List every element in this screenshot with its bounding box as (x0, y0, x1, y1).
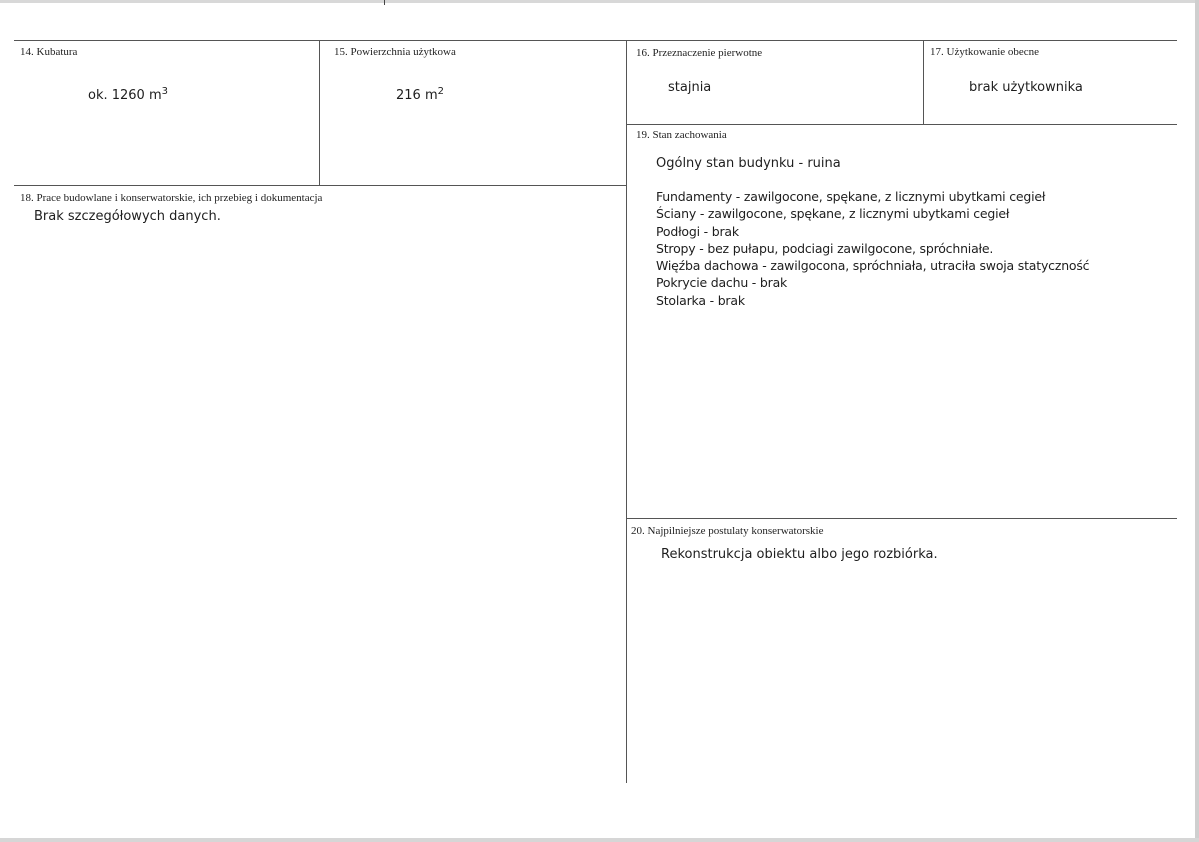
field-17-label: 17. Użytkowanie obecne (930, 46, 1040, 58)
field-16-value: stajnia (668, 80, 712, 95)
field-15-value: 216 $m^2$ (396, 86, 444, 103)
page-tick-mark (384, 0, 385, 5)
top-border-line (14, 40, 1177, 41)
field-18-value: Brak szczegółowych danych. (34, 209, 221, 224)
page-edge-bottom (0, 838, 1199, 842)
field-15-label: 15. Powierzchnia użytkowa (334, 46, 456, 58)
divider-14-15 (319, 40, 320, 185)
field-18-label: 18. Prace budowlane i konserwatorskie, ich przebieg i dokumentacja (20, 192, 323, 204)
field-20-label: 20. Najpilniejsze postulaty konserwatorskie (631, 525, 824, 537)
divider-16-17 (923, 40, 924, 124)
divider-under-14-15 (14, 185, 626, 186)
stan-line: Więźba dachowa - zawilgocona, spróchniała, utraciła swoja statyczność (656, 258, 1090, 274)
field-16-label: 16. Przeznaczenie pierwotne (636, 47, 763, 59)
field-14-label: 14. Kubatura (20, 46, 78, 58)
stan-line: Ściany - zawilgocone, spękane, z licznymi ubytkami cegieł (656, 206, 1010, 222)
stan-line: Stolarka - brak (656, 292, 745, 308)
field-17-value: brak użytkownika (969, 80, 1083, 95)
divider-above-20 (626, 518, 1177, 519)
field-19-label: 19. Stan zachowania (636, 129, 727, 141)
stan-line: Stropy - bez pułapu, podciagi zawilgocone, spróchniałe. (656, 240, 994, 256)
field-19-details (656, 188, 1089, 309)
stan-line: Pokrycie dachu - brak (656, 275, 788, 291)
field-14-value: ok. 1260 $m^3$ (88, 86, 169, 103)
stan-line: Podłogi - brak (656, 223, 739, 239)
center-divider (626, 40, 627, 783)
field-19-general: Ogólny stan budynku - ruina (656, 156, 841, 171)
field-20-value: Rekonstrukcja obiektu albo jego rozbiórka. (661, 547, 938, 562)
stan-line: Fundamenty - zawilgocone, spękane, z licznymi ubytkami cegieł (656, 189, 1046, 204)
page-edge-right (1195, 0, 1199, 842)
page-edge-top (0, 0, 1199, 3)
divider-under-16-17 (626, 124, 1177, 125)
